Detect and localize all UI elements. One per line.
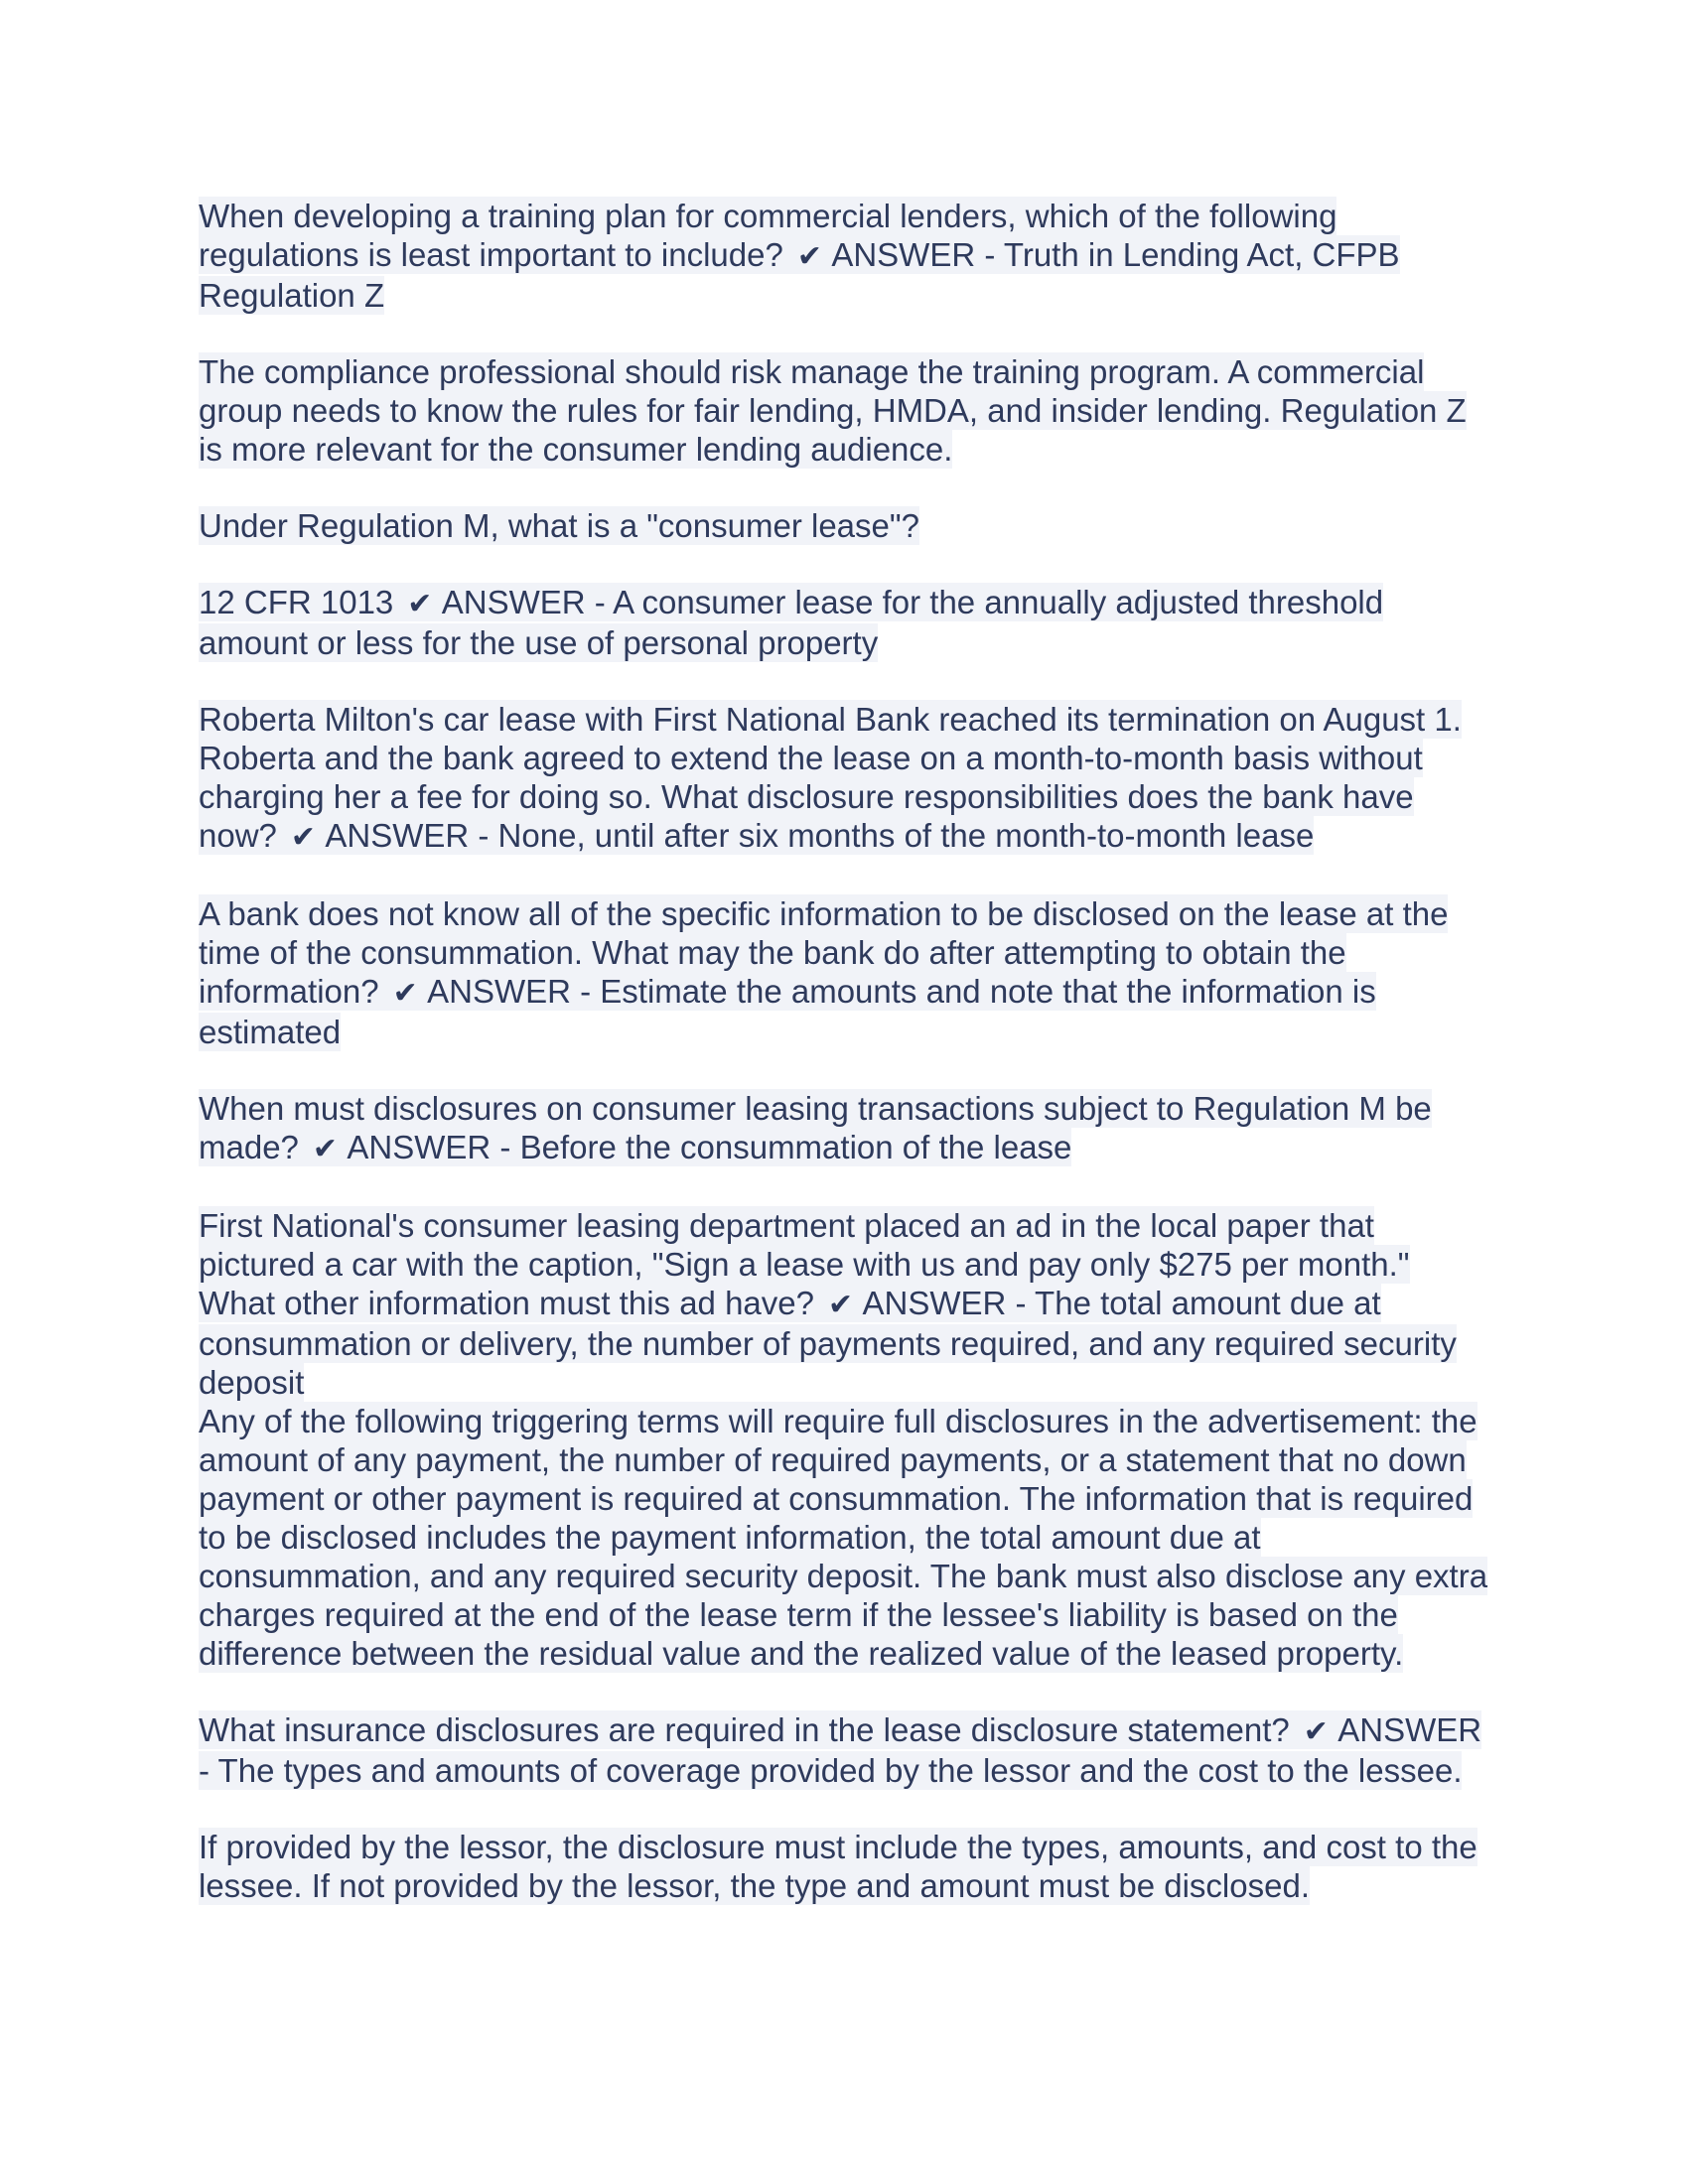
- qa-item: [199, 1206, 1489, 1402]
- document-body: [199, 197, 1489, 1943]
- question-text: Under Regulation M, what is a "consumer lease"?: [199, 507, 919, 544]
- explanation-paragraph: [199, 1828, 1489, 1905]
- qa-item: [199, 1710, 1489, 1790]
- question-text: When must disclosures on consumer leasing transactions subject to Regulation M be made?: [199, 1090, 1432, 1165]
- answer-text: ANSWER - The total amount due at consummation or delivery, the number of payments required, and any required security deposit: [199, 1285, 1457, 1401]
- question-text: A bank does not know all of the specific information to be disclosed on the lease at the time of the consummation. What may the bank do after attempting to obtain the information?: [199, 895, 1449, 1010]
- explanation-paragraph: [199, 1402, 1489, 1673]
- qa-item: [199, 1089, 1489, 1168]
- qa-item: [199, 197, 1489, 315]
- checkmark-icon: ✔: [407, 587, 433, 621]
- question-paragraph: [199, 506, 1489, 545]
- checkmark-icon: ✔: [290, 820, 317, 855]
- answer-text: ANSWER - Before the consummation of the lease: [347, 1129, 1072, 1165]
- qa-item: [199, 894, 1489, 1051]
- checkmark-icon: ✔: [1303, 1714, 1329, 1749]
- checkmark-icon: ✔: [796, 239, 822, 274]
- answer-text: ANSWER - A consumer lease for the annually adjusted threshold amount or less for the use of personal property: [199, 584, 1384, 661]
- qa-item: [199, 700, 1489, 857]
- answer-text: ANSWER - The types and amounts of coverage provided by the lessor and the cost to the lessee.: [199, 1711, 1482, 1789]
- explanation-text: If provided by the lessor, the disclosure must include the types, amounts, and cost to the lessee. If not provided by the lessor, the type and amount must be disclosed.: [199, 1829, 1477, 1904]
- question-text: First National's consumer leasing department placed an ad in the local paper that pictured a car with the caption, "Sign a lease with us and pay only $275 per month." What other information must this ad have?: [199, 1207, 1410, 1321]
- question-text: Roberta Milton's car lease with First National Bank reached its termination on August 1. Roberta and the bank agreed to extend the lease on a month-to-month basis without charging her a fee for doing so. What disclosure responsibilities does the bank have now?: [199, 701, 1462, 854]
- qa-item: [199, 583, 1489, 662]
- explanation-text: Any of the following triggering terms will require full disclosures in the advertisement: the amount of any payment, the number of required payments, or a statement that no down payment or other payment is required at consummation. The information that is required to be disclosed includes the payment information, the total amount due at consummation, and any required security deposit. The bank must also disclose any extra charges required at the end of the lease term if the lessee's liability is based on the difference between the residual value and the realized value of the leased property.: [199, 1403, 1488, 1672]
- explanation-text: The compliance professional should risk manage the training program. A commercial group needs to know the rules for fair lending, HMDA, and insider lending. Regulation Z is more relevant for the consumer lending audience.: [199, 353, 1467, 468]
- question-text: When developing a training plan for commercial lenders, which of the following regulations is least important to include?: [199, 198, 1337, 273]
- explanation-paragraph: [199, 352, 1489, 469]
- checkmark-icon: ✔: [312, 1132, 339, 1166]
- question-text: What insurance disclosures are required in the lease disclosure statement?: [199, 1711, 1290, 1748]
- answer-text: ANSWER - None, until after six months of the month-to-month lease: [325, 817, 1315, 854]
- checkmark-icon: ✔: [827, 1288, 854, 1322]
- answer-text: ANSWER - Truth in Lending Act, CFPB Regulation Z: [199, 236, 1400, 314]
- checkmark-icon: ✔: [392, 976, 418, 1011]
- answer-text: ANSWER - Estimate the amounts and note that the information is estimated: [199, 973, 1376, 1050]
- question-text: 12 CFR 1013: [199, 584, 394, 620]
